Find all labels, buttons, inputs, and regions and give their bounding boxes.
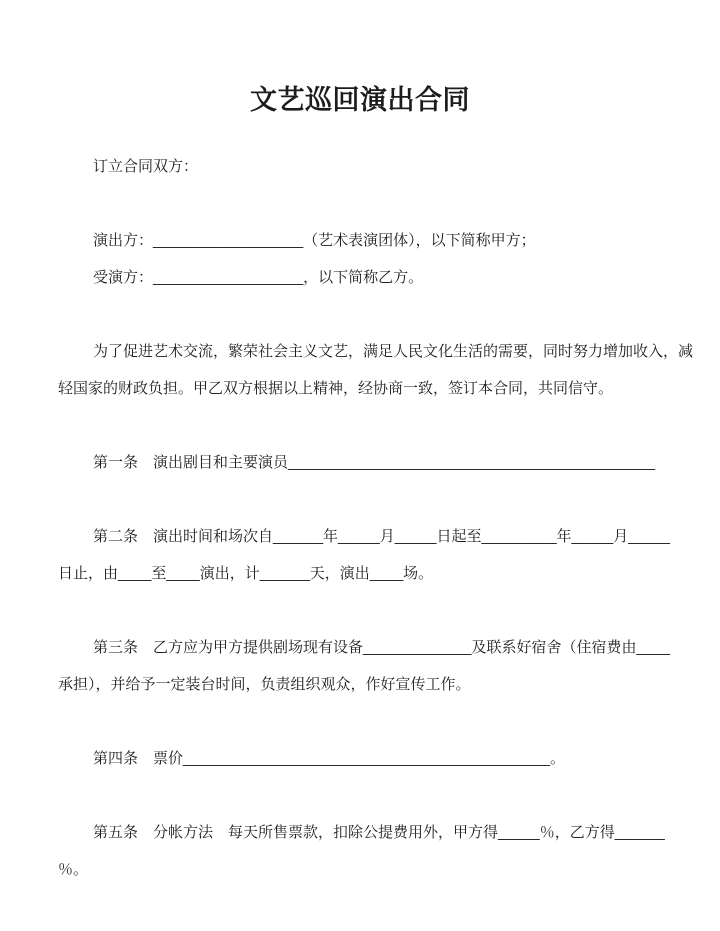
party-b-line: 受演方：__________________，以下简称乙方。 bbox=[93, 269, 424, 286]
preamble-line-1: 为了促进艺术交流，繁荣社会主义文艺，满足人民文化生活的需要，同时努力增加收入，减 bbox=[93, 343, 694, 360]
clause-1-line: 第一条 演出剧目和主要演员____________________________________________ bbox=[93, 454, 656, 471]
clause-3-line-1: 第三条 乙方应为甲方提供剧场现有设备_____________及联系好宿舍（住宿费由____ bbox=[93, 639, 670, 656]
clause-2-line-1: 第二条 演出时间和场次自______年_____月_____日起至_________年_____月_____ bbox=[93, 528, 670, 545]
document-title: 文艺巡回演出合同 bbox=[250, 85, 470, 115]
opening-line: 订立合同双方： bbox=[93, 158, 199, 175]
clause-4-line: 第四条 票价____________________________________________。 bbox=[93, 750, 566, 767]
clause-5-line-2: ％。 bbox=[58, 861, 89, 878]
party-a-line: 演出方：__________________（艺术表演团体），以下简称甲方； bbox=[93, 232, 536, 249]
clause-3-line-2: 承担），并给予一定装台时间，负责组织观众，作好宣传工作。 bbox=[58, 676, 471, 693]
clause-2-line-2: 日止，由____至____演出，计______天，演出____场。 bbox=[58, 565, 434, 582]
preamble-line-2: 轻国家的财政负担。甲乙双方根据以上精神，经协商一致，签订本合同，共同信守。 bbox=[58, 380, 614, 397]
clause-5-line-1: 第五条 分帐方法 每天所售票款，扣除公提费用外，甲方得_____％，乙方得______ bbox=[93, 824, 665, 841]
